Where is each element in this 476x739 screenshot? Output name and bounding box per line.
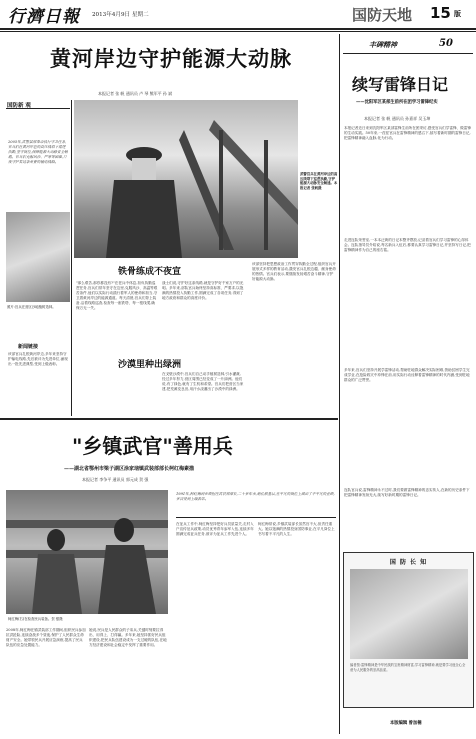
feature1-sidebar2-title: 新闻链接	[18, 344, 39, 350]
feature1-sidebar2-text: 该部官兵扎根黄河岸边,多年来坚持守护输电线路,先后被评为先进单位,涌现出一批先进典型,受到上级表彰。	[8, 352, 68, 366]
page-editor: 本版编辑 曾加楠	[390, 721, 422, 726]
feature2-photo-caption: 柯红梅(右)在检查民兵装备。贺 强摄	[8, 617, 63, 621]
feature2-headline: "乡镇武官"善用兵	[72, 434, 233, 458]
feature2-body-c: 在征兵工作中,柯红梅坚持把好兵员质量关,走村入户宣传征兵政策,动员优秀青年参军入伍,连续多年圆满完成征兵任务,被评为征兵工作先进个人。	[176, 522, 254, 536]
paper-logo: 行濟日報	[8, 7, 80, 27]
feature3-body-a: 本报记者近日来到沈阳军区某部雷锋生前所在团采访,感受官兵们学雷锋、做雷锋的生动实践。50年来,一茬茬官兵在雷锋精神的感召下,续写着新时期的雷锋日记,把雷锋精神融入血脉,化为行动。	[344, 126, 471, 140]
column-divider	[339, 34, 340, 734]
feature2-photo	[6, 490, 168, 614]
masthead-rule-thin	[0, 31, 476, 32]
inset-photo	[350, 569, 468, 659]
feature3-subhead: ——沈阳军区某部生前所在团学习雷锋纪实	[356, 100, 438, 105]
photo-illustration	[74, 100, 298, 258]
inset-title: 国 防 长 知	[389, 559, 428, 566]
feature1-small-photo-caption: 照片:官兵在营区沙地植树造林。	[7, 305, 56, 309]
feature1-body-c: 在戈壁沙漠中,官兵们自己动手植树造林,引水灌溉,经过多年努力,营区周围已经变成了一片绿洲。他们说,有了绿色,就有了生机和希望。官兵们把营区当家建,把荒滩变良田,用汗水浇灌出了沙漠中的绿洲。	[162, 372, 244, 391]
banner-number: 50	[439, 38, 453, 49]
feature3-banner	[343, 36, 473, 54]
date-line: 2013年4月9日 星期二	[92, 12, 149, 18]
feature1-body-b: 战士们说,守护好这条线路,就是守护好千家万户的光明。多年来,部队官兵始终坚持高标准、严要求,以饱满的热情投入执勤工作,圆满完成了各项任务,得到了地方政府和群众的高度评价。	[162, 281, 244, 300]
feature3-inset	[343, 552, 474, 708]
masthead-rule	[0, 28, 476, 30]
photo2-illustration	[6, 490, 168, 614]
page-unit: 版	[454, 9, 461, 18]
banner-text: 丰碑精神	[369, 40, 397, 49]
feature1-body-d: 该部坚持把思想政治工作贯穿执勤全过程,组织官兵开展形式多样的教育活动,激发官兵扎根边疆、献身使命的热情。官兵们表示,要继续发扬艰苦奋斗精神,守护好能源大动脉。	[252, 262, 336, 281]
feature1-body-a: "那么艰苦,那你都没有?"在老兵中休息,担负执勤巡逻任务,官兵们常年坚守在这里,克服风沙、高温等艰苦条件,他们以实际行动践行着军人的使命和担当,守卫着黄河岸边的能源通道。每天清晨,官兵们背上装备,沿着线路巡查,检查每一座铁塔、每一根线缆,确保万无一失。	[76, 281, 158, 310]
page-number: 15	[430, 4, 451, 22]
feature1-bottom-rule	[0, 418, 338, 420]
feature2-body-b: 她说,民兵是人民群众的子弟兵,关键时刻要拉得出、用得上、打得赢。多年来,她坚持抓好民兵组织建设,把民兵队伍建设成为一支过硬的队伍,在地方经济建设和社会稳定中发挥了重要作用。	[89, 628, 167, 647]
feature1-headline: 黄河岸边守护能源大动脉	[50, 47, 292, 71]
feature3-body-b: 走进连队荣誉室,一本本泛黄的日记本整齐摆放,记录着官兵们学习雷锋的心得体会。连队指导员介绍说,每名新兵入伍后,都要认真学习雷锋日记,并坚持写日记,把雷锋精神作为自己的座右铭。	[344, 238, 471, 252]
feature3-body-d: 连队官兵说,雷锋精神永不过时,我们要做雷锋精神的忠实传人,在新的历史条件下把雷锋精神发扬光大,续写好新时期的雷锋日记。	[344, 488, 470, 497]
feature2-body-a: 2008年,柯红梅在镇武装部工作期间,组织民兵参加抗洪抢险,连续奋战多个昼夜,保护了人民群众生命财产安全。她带领民兵开展应急演练,提高了民兵队伍的应急处置能力。	[6, 628, 86, 647]
feature1-subhead-1: 铁骨练成不夜宣	[118, 267, 182, 277]
feature2-lede: 1991年,柯红梅到乡镇担任武装部部长,二十多年来,她扎根基层,在平凡的岗位上做出了不平凡的业绩,多次受到上级表彰。	[176, 492, 335, 501]
feature3-byline: 本报记者 张 帆 通讯员 孙嘉祥 吴玉坤	[364, 116, 431, 121]
feature3-headline: 续写雷锋日记	[352, 75, 449, 94]
feature3-body-c: 多年来,官兵们坚持开展学雷锋活动,帮助驻地群众解决实际困难,资助贫困学生完成学业,在抢险救灾中冲锋在前,用实际行动诠释着雷锋精神的时代内涵,受到驻地群众的广泛赞誉。	[344, 368, 470, 382]
lede-rule	[176, 517, 336, 518]
left-col-rule	[71, 100, 72, 416]
feature1-sidebar-text: 2005年,武警某部奉命执行守卫任务,官兵们在黄河岸边的高压线塔下巡逻执勤,坚守岗位,保障能源大动脉安全畅通。官兵们克服风沙、严寒等困难,日夜守护着这条重要的输电线路。	[8, 140, 68, 164]
feature1-main-photo	[74, 100, 298, 258]
feature2-byline: 本报记者 李争平 通讯员 郭元成 贺 强	[82, 477, 149, 482]
masthead	[0, 0, 476, 26]
feature2-subhead: ——湖北省鄂州市梁子湖区涂家垴镇武装部部长柯红梅素描	[64, 466, 195, 472]
feature1-byline: 本报记者 张 帆 通讯员 卢 琴 熊军平 孙 斌	[98, 91, 173, 96]
feature1-small-photo	[6, 212, 70, 302]
feature2-body-d: 柯红梅常说,乡镇武装部长虽然官不大,但责任重大。她以饱满的热情投身国防事业,在平凡岗位上书写着不平凡的人生。	[258, 522, 335, 536]
inset-text: 编者按:雷锋精神是中华民族的宝贵精神财富,学习雷锋精神,就是要学习他全心全意为人民服务的崇高品质。	[350, 663, 466, 672]
sidebar-title-rule	[6, 108, 70, 109]
feature1-subhead-2: 沙漠里种出绿洲	[118, 360, 182, 370]
feature1-photo-caption: 武警官兵在黄河岸边的高压线塔下巡逻执勤,守护能源大动脉安全畅通。本报记者 张帆摄	[300, 172, 338, 190]
feature1-sidebar-title: 国防新 观	[7, 103, 31, 109]
section-title: 国防天地	[352, 6, 413, 24]
